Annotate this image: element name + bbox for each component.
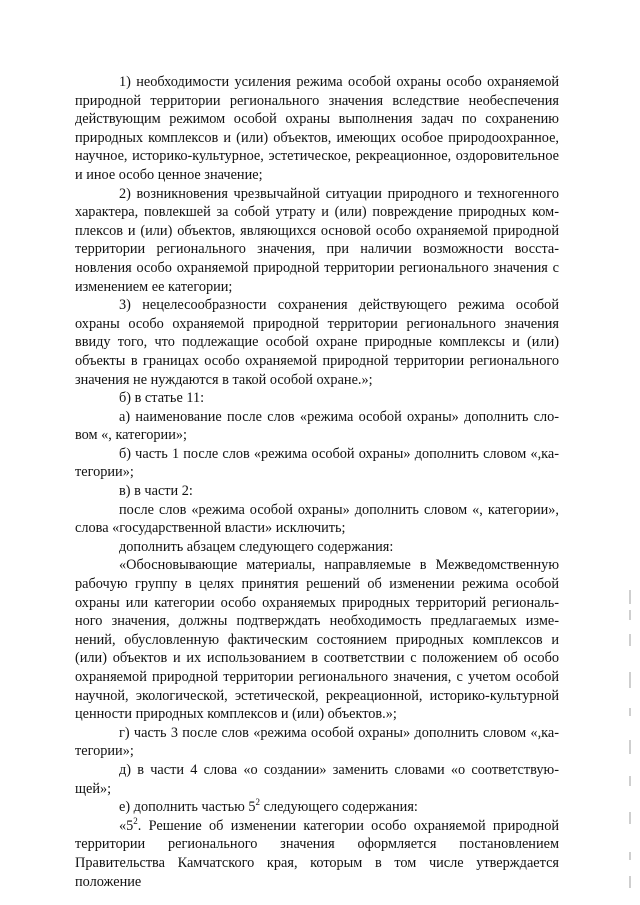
paragraph-item-g: г) часть 3 после слов «режима особой охраны» дополнить словом «,категории»;: [75, 724, 559, 760]
paragraph-item-e-after: следующего содержания:: [260, 799, 418, 816]
paragraph-part-2-change: после слов «режима особой охраны» дополнить словом «, категории», слова «государственной власти» исключить;: [75, 501, 559, 537]
scan-mark: [629, 634, 631, 646]
paragraph-justification-materials: «Обосновывающие материалы, направляемые в Межведомственную рабочую группу в целях принятия решений об изменении режима особой охраны или категории особо охраняемых природных территорий регионального значения, должны подтверждать необходимость предлагаемых изменений, обусловленную фактическим состоянием природных комплексов и (или) объектов и их использованием в соответствии с положением об особо охраняемой природной территории регионального значения, с учетом особой научной, экологической, эстетической, рекреационной, историко-культурной ценности природных комплексов и (или) объектов.»;: [75, 557, 559, 723]
paragraph-item-a: а) наименование после слов «режима особой охраны» дополнить словом «, категории»;: [75, 408, 559, 444]
scan-mark: [629, 812, 631, 824]
paragraph-item-d: д) в части 4 слова «о создании» заменить словами «о соответствующей»;: [75, 761, 559, 797]
scan-edge-marks: [629, 590, 633, 895]
superscript-index: 2: [255, 797, 261, 808]
paragraph-add-abzac: дополнить абзацем следующего содержания:: [119, 538, 394, 555]
document-body: [75, 73, 559, 891]
paragraph-decision-category: [75, 817, 559, 891]
scan-mark: [629, 876, 631, 888]
superscript-index: 2: [133, 815, 138, 826]
paragraph-item-b: б) часть 1 после слов «режима особой охраны» дополнить словом «,категории»;: [75, 445, 559, 481]
paragraph-item-2: 2) возникновения чрезвычайной ситуации природного и техногенного характера, повлекшей за собой утрату и (или) повреждение природных комплексов и (или) объектов, являющихся основой особо охраняемой природной территории регионального значения, при наличии возможности восстановления особо охраняемой природной территории регионального значения с изменением ее категории;: [75, 185, 559, 295]
paragraph-article-11: б) в статье 11:: [119, 390, 205, 407]
scan-mark: [629, 708, 631, 716]
scan-mark: [629, 590, 631, 604]
paragraph-final-before: «5: [119, 817, 134, 834]
paragraph-item-3: 3) нецелесообразности сохранения действующего режима особой охраны особо охраняемой природной территории регионального значения ввиду того, что подлежащие особой охране природные комплексы и (или) объекты в границах особо охраняемой природной территории регионального значения не нуждаются в такой особой охране.»;: [75, 297, 559, 388]
paragraph-item-1: 1) необходимости усиления режима особой охраны особо охраняемой природной территории регионального значения вследствие необеспечения действующим режимом особой охраны выполнения задач по сохранению природных комплексов и (или) объектов, имеющих особое природоохранное, научное, историко-культурное, эстетическое, рекреационное, оздоровительное и иное особо ценное значение;: [75, 74, 559, 183]
scan-mark: [629, 610, 631, 620]
scan-mark: [629, 852, 631, 860]
scan-mark: [629, 740, 631, 754]
paragraph-item-v: в) в части 2:: [119, 483, 193, 500]
scan-mark: [629, 672, 631, 688]
scan-mark: [629, 776, 631, 786]
paragraph-item-e-before: е) дополнить частью 5: [119, 799, 256, 816]
paragraph-item-e: [75, 798, 559, 817]
paragraph-final-after: . Решение об изменении категории особо охраняемой природной территории регионального значения оформляется постановлением Правительства Камчатского края, которым в том числе утверждается положение: [75, 817, 559, 890]
